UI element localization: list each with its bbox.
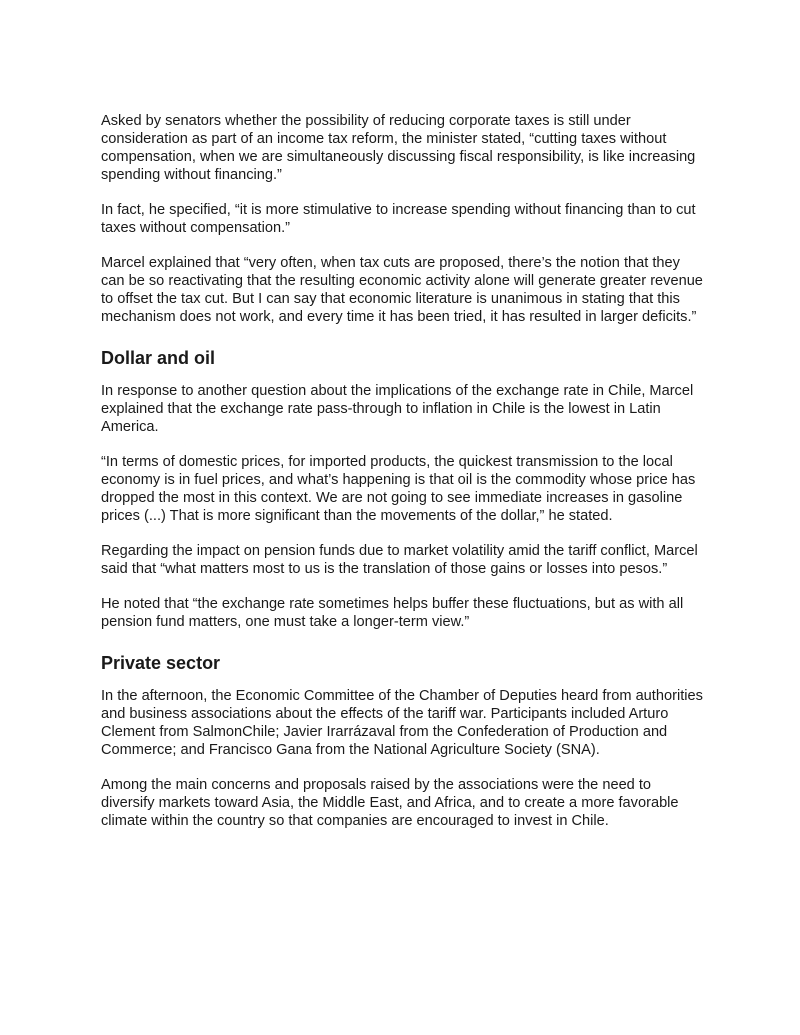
paragraph-economic-committee: In the afternoon, the Economic Committee of the Chamber of Deputies heard from authorities and business associations about the effects of the tariff war. Participants included Arturo Clement from SalmonChile; Javier Irarrázaval from the Confederation of Production and Commerce; and Francisco Gana from the National Agriculture Society (SNA). (101, 688, 703, 758)
paragraph-exchange-rate: In response to another question about the implications of the exchange rate in Chile, Marcel explained that the exchange rate pass-through to inflation in Chile is the lowest in Latin America. (101, 383, 694, 435)
paragraph-senators-question: Asked by senators whether the possibility of reducing corporate taxes is still under consideration as part of an income tax reform, the minister stated, “cutting taxes without compensation, when we are simultaneously discussing fiscal responsibility, is like increasing spending without financing.” (101, 113, 696, 183)
paragraph-main-concerns: Among the main concerns and proposals raised by the associations were the need to diversify markets toward Asia, the Middle East, and Africa, and to create a more favorable climate within the country so that companies are encouraged to invest in Chile. (101, 777, 679, 829)
heading-private-sector: Private sector (101, 653, 221, 673)
article-body (101, 112, 703, 847)
heading-dollar-and-oil: Dollar and oil (101, 348, 216, 368)
paragraph-tax-cuts: Marcel explained that “very often, when tax cuts are proposed, there’s the notion that they can be so reactivating that the resulting economic activity alone will generate greater revenue to offset the tax cut. But I can say that economic literature is unanimous in stating that this mechanism does not work, and every time it has been tried, it has resulted in larger deficits.” (101, 255, 703, 325)
paragraph-longer-term: He noted that “the exchange rate sometimes helps buffer these fluctuations, but as with all pension fund matters, one must take a longer-term view.” (101, 596, 684, 630)
paragraph-stimulative: In fact, he specified, “it is more stimulative to increase spending without financing than to cut taxes without compensation.” (101, 202, 696, 236)
paragraph-domestic-prices: “In terms of domestic prices, for imported products, the quickest transmission to the local economy is in fuel prices, and what’s happening is that oil is the commodity whose price has dropped the most in this context. We are not going to see immediate increases in gasoline prices (...) That is more significant than the movements of the dollar,” he stated. (101, 454, 696, 524)
paragraph-pension-funds: Regarding the impact on pension funds due to market volatility amid the tariff conflict, Marcel said that “what matters most to us is the translation of those gains or losses into pesos.” (101, 543, 698, 577)
